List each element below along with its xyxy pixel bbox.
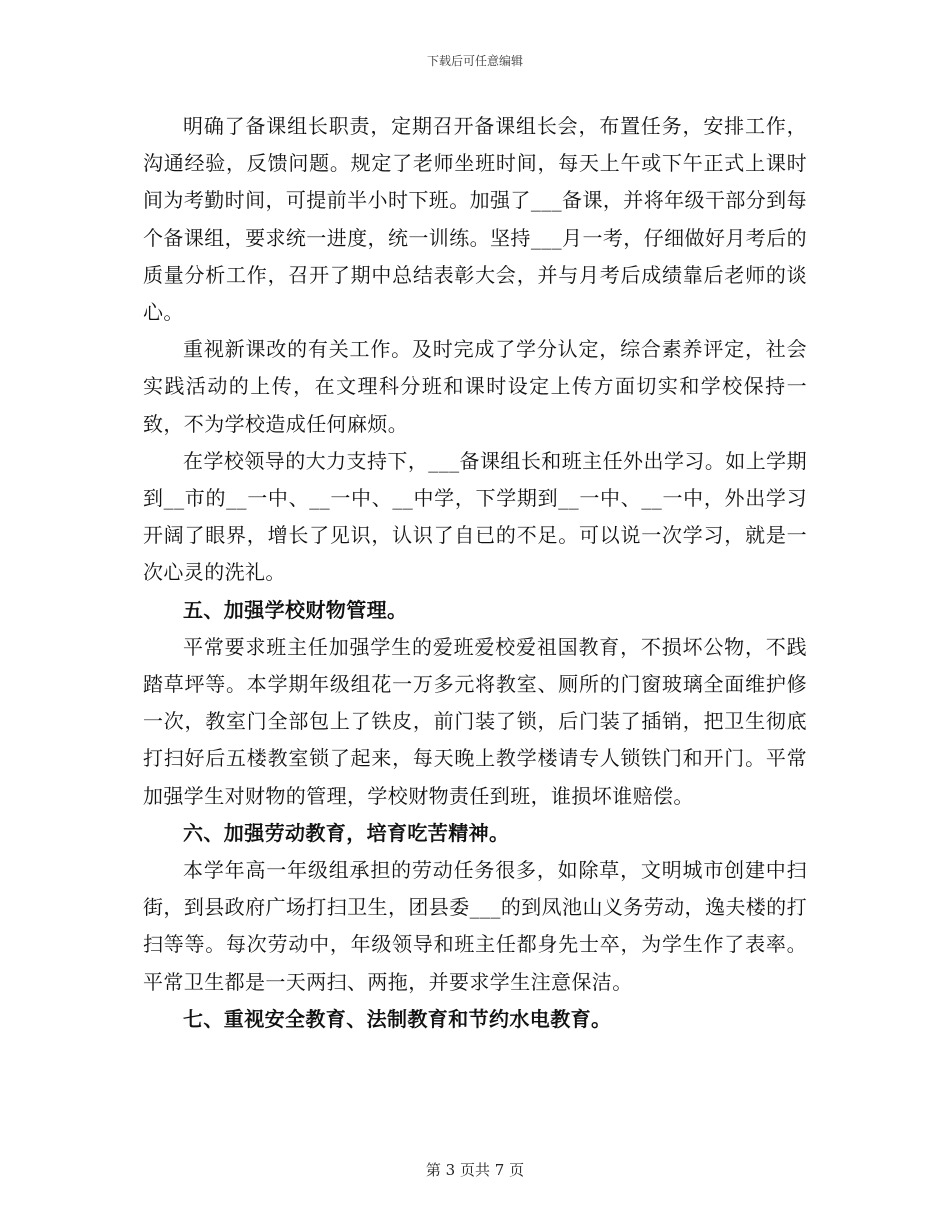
paragraph-lesson-prep-group: 明确了备课组长职责，定期召开备课组长会，布置任务，安排工作，沟通经验，反馈问题。规定了老师坐班时间，每天上午或下午正式上课时间为考勤时间，可提前半小时下班。加强了___备课，并将年级干部分到每个备课组，要求统一进度，统一训练。坚持___月一考，仔细做好月考后的质量分析工作，召开了期中总结表彰大会，并与月考后成绩靠后老师的谈心。: [143, 114, 807, 325]
document-body: [143, 108, 807, 1038]
section-heading-safety-education: 七、重视安全教育、法制教育和节约水电教育。: [183, 1006, 612, 1031]
page-number: 第 3 页共 7 页: [425, 1161, 525, 1179]
paragraph-study-trips: 在学校领导的大力支持下，___备课组长和班主任外出学习。如上学期到__市的__一中、__一中、__中学，下学期到__一中、__一中，外出学习开阔了眼界，增长了见识，认识了自已的不足。可以说一次学习，就是一次心灵的洗礼。: [143, 448, 807, 585]
paragraph-property-management: 平常要求班主任加强学生的爱班爱校爱祖国教育，不损坏公物，不践踏草坪等。本学期年级组花一万多元将教室、厕所的门窗玻璃全面维护修一次，教室门全部包上了铁皮，前门装了锁，后门装了插销，把卫生彻底打扫好后五楼教室锁了起来，每天晚上教学楼请专人锁铁门和开门。平常加强学生对财物的管理，学校财物责任到班，谁损坏谁赔偿。: [143, 634, 807, 808]
section-heading-labor-education: 六、加强劳动教育，培育吃苦精神。: [183, 820, 510, 845]
paragraph-labor-education: 本学年高一年级组承担的劳动任务很多，如除草，文明城市创建中扫街，到县政府广场打扫卫生，团县委___的到凤池山义务劳动，逸夫楼的打扫等等。每次劳动中，年级领导和班主任都身先士卒，为学生作了表率。平常卫生都是一天两扫、两拖，并要求学生注意保洁。: [143, 858, 807, 994]
section-heading-property-management: 五、加强学校财物管理。: [183, 597, 408, 622]
paragraph-new-curriculum: 重视新课改的有关工作。及时完成了学分认定，综合素养评定，社会实践活动的上传，在文理科分班和课时设定上传方面切实和学校保持一致，不为学校造成任何麻烦。: [143, 337, 807, 436]
page-header: 下载后可任意编辑: [426, 54, 523, 68]
